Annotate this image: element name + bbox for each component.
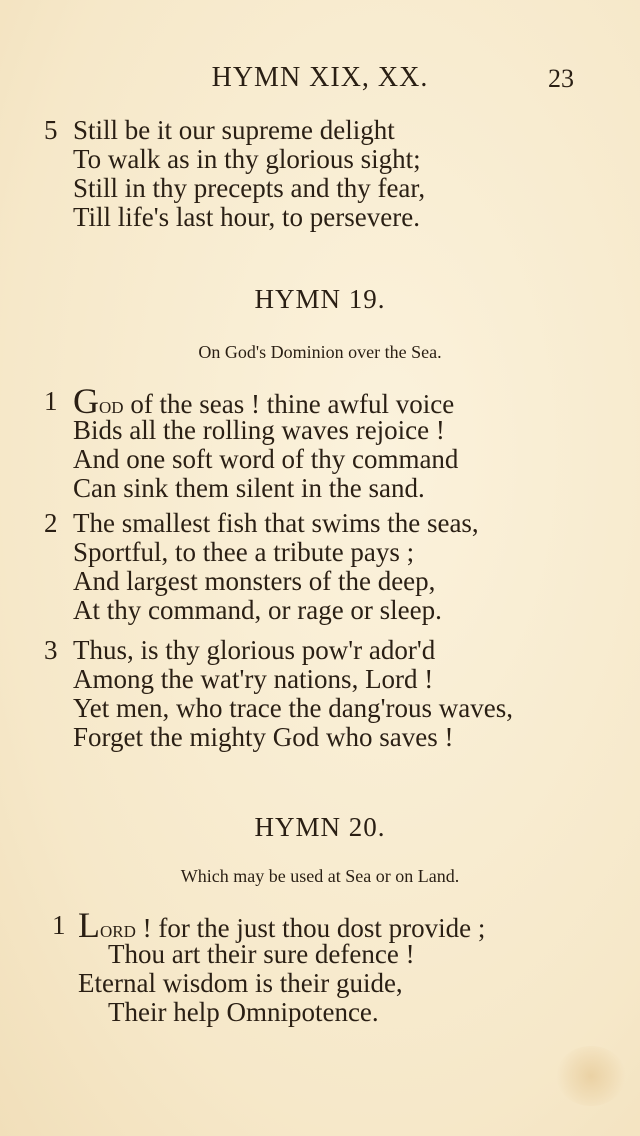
hymn-19-subtitle: On God's Dominion over the Sea. <box>198 342 442 362</box>
verse-line: Thus, is thy glorious pow'r ador'd <box>73 635 436 665</box>
hymn-20-title: HYMN 20. <box>254 812 386 842</box>
verse-line: Forget the mighty God who saves ! <box>73 722 454 752</box>
page-number: 23 <box>548 64 574 93</box>
verse-line: To walk as in thy glorious sight; <box>73 144 421 174</box>
running-head <box>0 62 640 98</box>
drop-capital: L <box>78 905 100 945</box>
verse-line: Eternal wisdom is their guide, <box>78 968 403 998</box>
stanza-number: 5 <box>44 115 58 145</box>
verse-line: And one soft word of thy command <box>73 444 459 474</box>
paper-stain <box>556 1046 626 1106</box>
verse-line: The smallest fish that swims the seas, <box>73 508 479 538</box>
first-line-rest: ! for the just thou dost provide ; <box>135 913 486 943</box>
stanza-number: 2 <box>44 508 58 538</box>
verse-line: At thy command, or rage or sleep. <box>73 595 442 625</box>
verse-line: Sportful, to thee a tribute pays ; <box>73 537 415 567</box>
first-line-rest: of the seas ! thine awful voice <box>123 389 455 419</box>
verse-line: And largest monsters of the deep, <box>73 566 436 596</box>
verse-line-indented: Their help Omnipotence. <box>108 997 379 1027</box>
small-caps-word: od <box>99 393 124 419</box>
hymn-20-subtitle: Which may be used at Sea or on Land. <box>180 866 460 886</box>
verse-line: Among the wat'ry nations, Lord ! <box>73 664 434 694</box>
verse-line: Till life's last hour, to persevere. <box>73 202 420 232</box>
verse-line: Yet men, who trace the dang'rous waves, <box>73 693 514 723</box>
stanza-number: 1 <box>52 910 66 940</box>
verse-line: Can sink them silent in the sand. <box>73 473 425 503</box>
verse-line: Bids all the rolling waves rejoice ! <box>73 415 445 445</box>
running-title: HYMN XIX, XX. <box>211 62 429 93</box>
stanza-number: 3 <box>44 635 58 665</box>
verse-line: Still in thy precepts and thy fear, <box>73 173 426 203</box>
hymn-19-title: HYMN 19. <box>254 284 386 314</box>
verse-line: Still be it our supreme delight <box>73 115 395 145</box>
drop-capital: G <box>73 381 99 421</box>
small-caps-word: ord <box>100 917 136 943</box>
verse-line-indented: Thou art their sure defence ! <box>108 939 415 969</box>
stanza-number: 1 <box>44 386 58 416</box>
